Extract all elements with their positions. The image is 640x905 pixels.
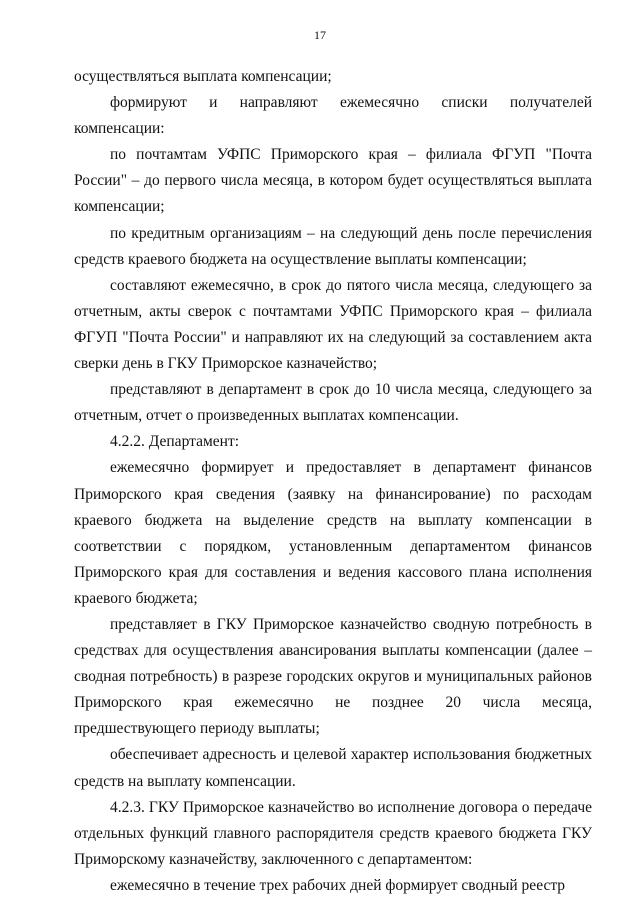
- page-number: 17: [314, 28, 326, 42]
- paragraph-9: обеспечивает адресность и целевой характер использования бюджетных средств на выплату компенсации.: [74, 746, 592, 790]
- paragraph-6: представляют в департамент в срок до 10 числа месяца, следующего за отчетным, отчет о произведенных выплатах компенсации.: [74, 381, 592, 425]
- paragraph-4: по кредитным организациям – на следующий день после перечисления средств краевого бюджета на осуществление выплаты компенсации;: [74, 224, 592, 268]
- paragraph-1: осуществляться выплата компенсации;: [74, 68, 332, 85]
- paragraph-7: ежемесячно формирует и предоставляет в департамент финансов Приморского края сведения (заявку на финансирование) по расходам краевого бюджета на выделение средств на выплату компенсации в соответствии с порядком, установленным департаментом финансов Приморского края для составления и ведения кассового плана исполнения краевого бюджета;: [74, 459, 592, 607]
- paragraph-3: по почтамтам УФПС Приморского края – филиала ФГУП "Почта России" – до первого числа месяца, в котором будет осуществляться выплата компенсации;: [74, 146, 592, 216]
- paragraph-2: формируют и направляют ежемесячно списки получателей компенсации:: [74, 94, 592, 138]
- paragraph-8: представляет в ГКУ Приморское казначейство сводную потребность в средствах для осуществления авансирования выплаты компенсации (далее – сводная потребность) в разрезе городских округов и муниципальных районов Приморского края ежемесячно не позднее 20 числа месяца, предшествующего периоду выплаты;: [74, 615, 592, 738]
- document-body: [74, 64, 592, 899]
- paragraph-5: составляют ежемесячно, в срок до пятого числа месяца, следующего за отчетным, акты сверок с почтамтами УФПС Приморского края – филиала ФГУП "Почта России" и направляют их на следующий за составлением акта сверки день в ГКУ Приморское казначейство;: [74, 276, 592, 373]
- section-4-2-3: 4.2.3. ГКУ Приморское казначейство во исполнение договора о передаче отдельных функций главного распорядителя средств краевого бюджета ГКУ Приморскому казначейству, заключенного с департаментом:: [74, 798, 592, 868]
- section-heading-4-2-2: 4.2.2. Департамент:: [110, 433, 240, 451]
- paragraph-10: ежемесячно в течение трех рабочих дней формирует сводный реестр: [110, 876, 566, 894]
